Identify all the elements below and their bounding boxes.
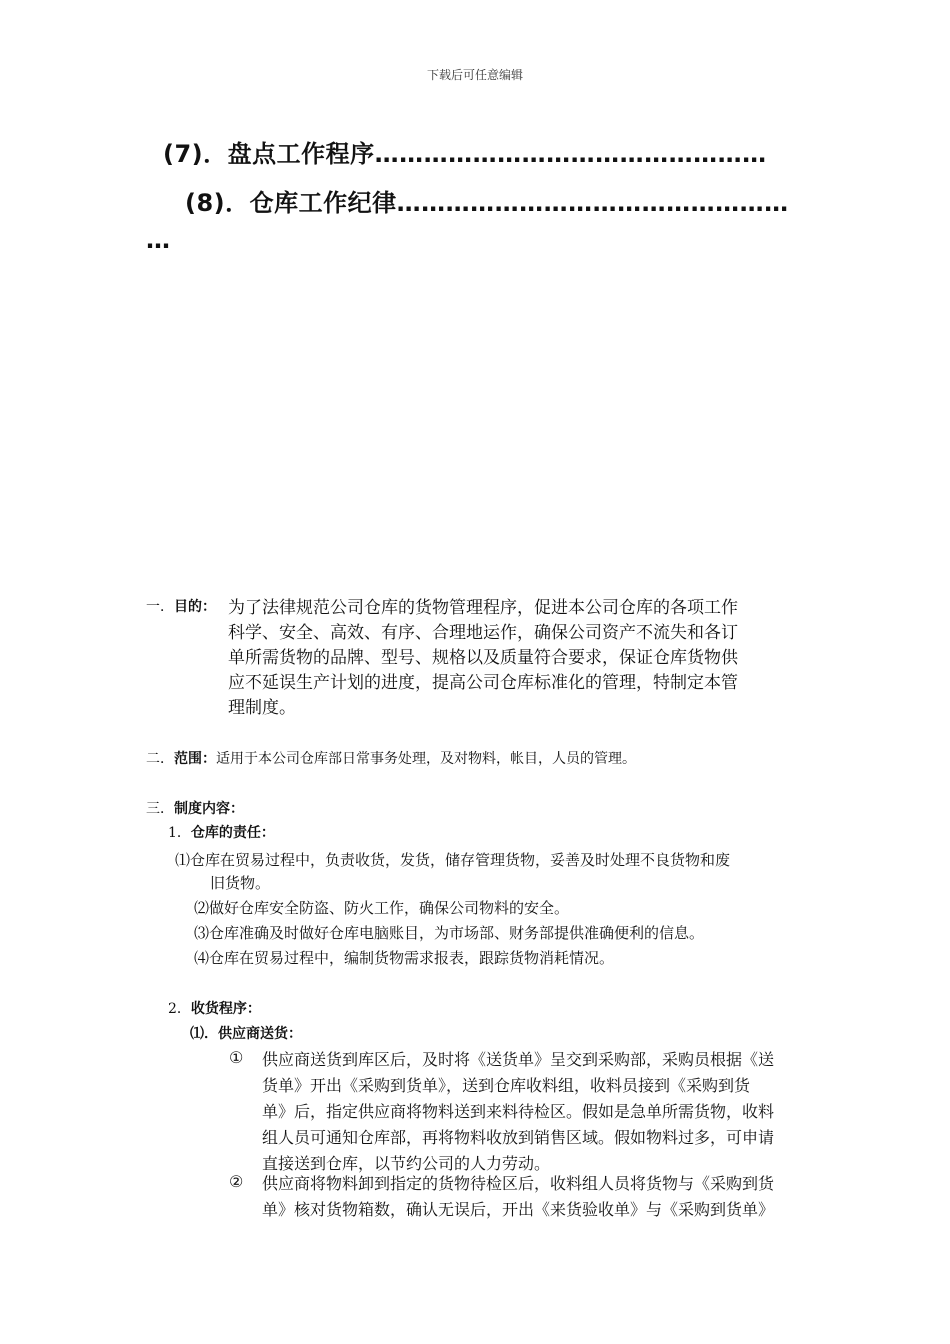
duty-item-3: ⑶仓库准确及时做好仓库电脑账目，为市场部、财务部提供准确便利的信息。: [194, 924, 705, 942]
step-2-line: 单》核对货物箱数，确认无误后，开出《来货验收单》与《采购到货单》: [262, 1200, 775, 1219]
duty-heading-label: 仓库的责任：: [190, 825, 275, 841]
section-1-line: 为了法律规范公司仓库的货物管理程序，促进本公司仓库的各项工作: [228, 598, 738, 618]
toc-item-7: (7)．盘点工作程序…………………………………………: [163, 140, 767, 168]
toc-item-8: (8)．仓库工作纪律…………………………………………: [185, 189, 789, 217]
section-1-line: 理制度。: [228, 698, 296, 718]
step-1-line: 直接送到仓库，以节约公司的人力劳动。: [262, 1154, 551, 1173]
receiving-heading-label: 收货程序：: [190, 1001, 261, 1017]
section-3-number: 三．: [146, 801, 174, 817]
duty-item-1-continuation: 旧货物。: [210, 874, 271, 892]
step-1-marker: ①: [229, 1048, 244, 1067]
step-1-line: 供应商送货到库区后，及时将《送货单》呈交到采购部，采购员根据《送: [262, 1050, 775, 1069]
duty-heading-number: 1．: [168, 825, 191, 841]
duty-heading: [168, 823, 275, 843]
step-1-line: 组人员可通知仓库部，再将物料收放到销售区域。假如物料过多，可申请: [262, 1128, 775, 1147]
duty-item-4: ⑷仓库在贸易过程中，编制货物需求报表，跟踪货物消耗情况。: [194, 949, 615, 967]
section-2-label: 范围：: [174, 751, 216, 767]
step-2-line: 供应商将物料卸到指定的货物待检区后，收料组人员将货物与《采购到货: [262, 1174, 775, 1193]
receiving-heading: [168, 999, 261, 1019]
receiving-subheading: ⑴．供应商送货：: [190, 1026, 302, 1042]
section-1-body: [228, 596, 813, 721]
page-header-note: 下载后可任意编辑: [426, 68, 523, 82]
section-2-text: 适用于本公司仓库部日常事务处理，及对物料，帐目，人员的管理。: [216, 751, 636, 767]
receiving-heading-number: 2．: [168, 1001, 191, 1017]
duty-item-1: ⑴仓库在贸易过程中，负责收货，发货，储存管理货物，妥善及时处理不良货物和废: [175, 851, 731, 869]
step-1-line: 货单》开出《采购到货单》，送到仓库收料组，收料员接到《采购到货: [262, 1076, 751, 1095]
section-1-number: 一．: [146, 599, 174, 615]
section-1-label: 目的：: [174, 599, 216, 615]
step-2-marker: ②: [229, 1172, 244, 1191]
section-1-line: 单所需货物的品牌、型号、规格以及质量符合要求，保证仓库货物供: [228, 648, 738, 668]
step-1-line: 单》后，指定供应商将物料送到来料待检区。假如是急单所需货物，收料: [262, 1102, 775, 1121]
section-3-label: 制度内容：: [174, 801, 244, 817]
section-1-heading: [146, 596, 216, 616]
section-2-number: 二．: [146, 751, 174, 767]
section-1-line: 科学、安全、高效、有序、合理地运作，确保公司资产不流失和各订: [228, 623, 738, 643]
toc-item-8-continuation: …: [146, 226, 171, 254]
step-2-body: [262, 1171, 774, 1223]
section-2: [146, 749, 636, 769]
section-3-heading: [146, 799, 244, 819]
duty-item-2: ⑵做好仓库安全防盗、防火工作，确保公司物料的安全。: [194, 899, 570, 917]
step-1-body: [262, 1047, 774, 1177]
section-1-line: 应不延误生产计划的进度，提高公司仓库标准化的管理，特制定本管: [228, 673, 738, 693]
